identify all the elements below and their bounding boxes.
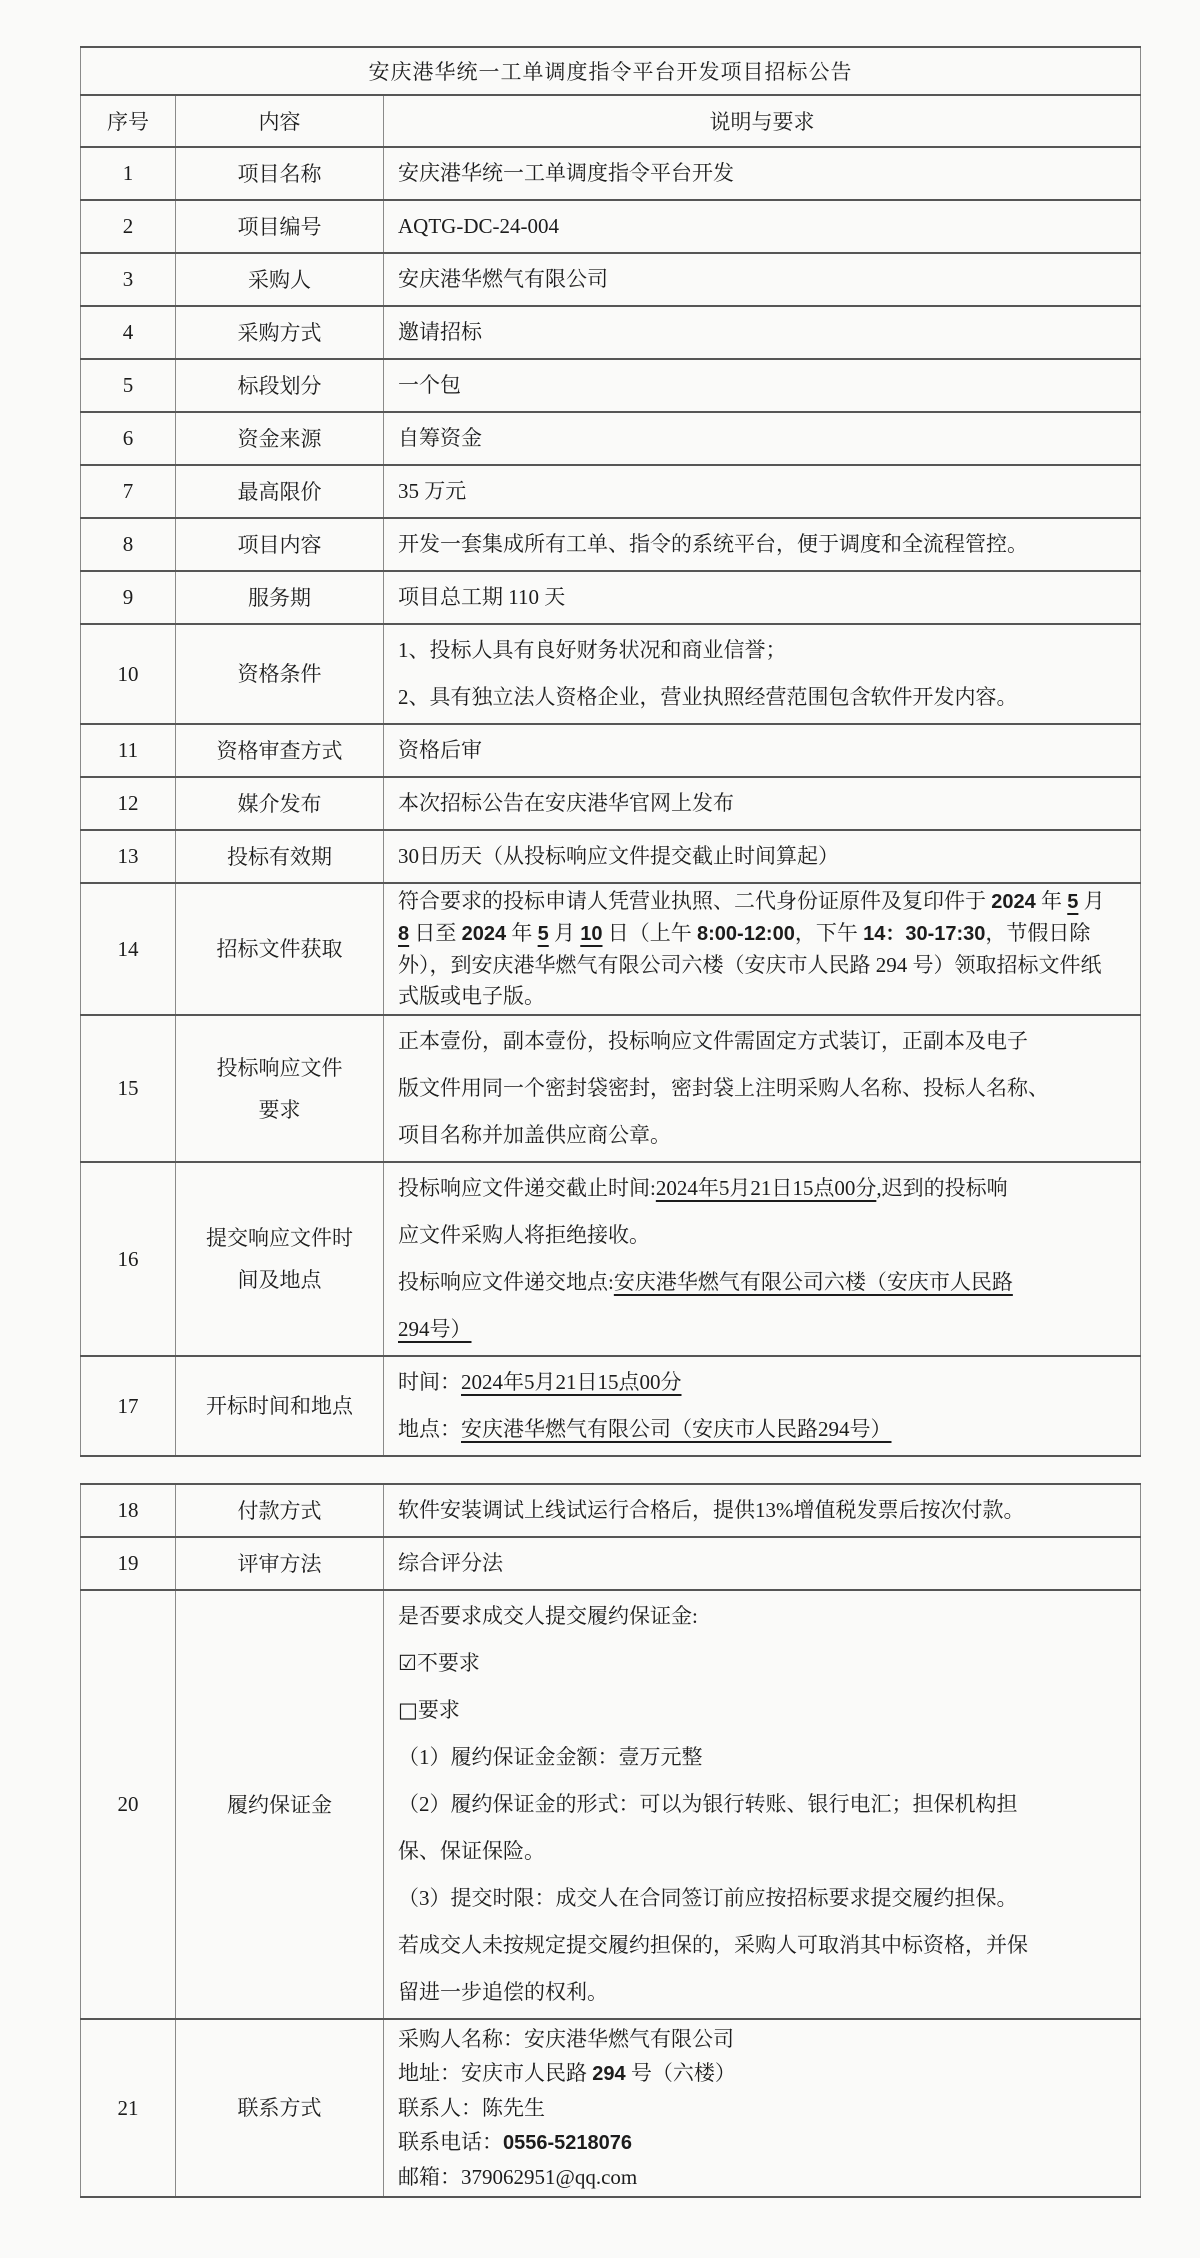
row-label [176,1015,384,1162]
row-description [384,1162,1141,1356]
row-label-line: 资格条件 [237,662,322,686]
underlined-text: 8 [398,923,410,945]
row-description [384,359,1141,412]
text-segment: 年 [506,921,538,945]
text-segment: （3）提交时限：成交人在合同签订前应按招标要求提交履约担保。 [398,1886,1018,1910]
row-number: 5 [81,359,176,412]
row-description [384,1356,1141,1456]
text-segment: 保、保证保险。 [398,1839,545,1863]
table-row [81,777,1141,830]
row-description [384,253,1141,306]
row-description [384,518,1141,571]
text-segment: 项目总工期 110 天 [398,585,566,609]
row-description [384,777,1141,830]
description-line [398,918,1128,950]
row-label-line: 履约保证金 [227,1792,332,1817]
row-label [176,777,384,830]
description-line [398,1259,1128,1306]
description-line [398,674,1128,721]
text-segment: 要求 [417,1698,460,1722]
row-label-line: 提交响应文件时 [206,1226,353,1250]
table-row [81,1015,1141,1162]
unchecked-checkbox-icon: □ [398,1698,418,1722]
underlined-text: 安庆港华燃气有限公司六楼（安庆市人民路 [613,1270,1013,1294]
underlined-text: 5 [1067,891,1079,913]
table-row [81,412,1141,465]
text-segment: 联系人：陈先生 [398,2096,545,2120]
row-number: 15 [81,1015,176,1162]
table-row [81,465,1141,518]
text-segment: 资格后审 [398,738,482,762]
row-label [176,147,384,200]
column-header-content: 内容 [176,95,384,147]
text-segment: 软件安装调试上线试运行合格后，提供13%增值税发票后按次付款。 [398,1498,1025,1522]
text-segment: 2、具有独立法人资格企业，营业执照经营范围包含软件开发内容。 [398,685,1018,709]
description-line [398,309,1128,356]
row-number: 18 [81,1484,176,1537]
description-line [398,468,1128,515]
row-number: 1 [81,147,176,200]
text-segment: （2）履约保证金的形式：可以为银行转账、银行电汇；担保机构担 [398,1792,1018,1816]
text-segment: 综合评分法 [398,1551,503,1575]
row-number: 13 [81,830,176,883]
description-line [398,886,1128,918]
row-label-line: 服务期 [248,585,311,610]
row-description [384,1590,1141,2019]
text-segment: 联系电话： [398,2130,503,2154]
text-segment: 应文件采购人将拒绝接收。 [398,1223,650,1247]
row-number: 8 [81,518,176,571]
row-description [384,830,1141,883]
column-header-no: 序号 [81,95,176,147]
row-label [176,1537,384,1590]
description-line [398,950,1128,981]
row-number: 7 [81,465,176,518]
text-segment: 号（六楼） [625,2061,736,2085]
text-segment: 正本壹份，副本壹份，投标响应文件需固定方式装订，正副本及电子 [398,1029,1028,1053]
row-label-line: 项目名称 [237,161,322,186]
row-label-line: 间及地点 [237,1268,322,1292]
text-segment: 邀请招标 [398,320,482,344]
description-line [398,1734,1128,1781]
row-description [384,412,1141,465]
row-description [384,571,1141,624]
row-label-line: 付款方式 [237,1498,322,1523]
bold-number: 294 [592,2063,626,2085]
row-label [176,2019,384,2197]
underlined-text: 安庆港华燃气有限公司（安庆市人民路294号） [461,1417,892,1441]
text-segment: 日（上午 [602,921,697,945]
row-label-line: 媒介发布 [237,791,322,816]
description-line [398,150,1128,197]
description-line [398,2022,1128,2056]
text-segment: 版文件用同一个密封袋密封，密封袋上注明采购人名称、投标人名称、 [398,1076,1049,1100]
row-number: 14 [81,883,176,1015]
row-label-line: 要求 [258,1097,301,1122]
table-row [81,1484,1141,1537]
description-line [398,2056,1128,2091]
description-line [398,780,1128,827]
text-segment: 外），到安庆港华燃气有限公司六楼（安庆市人民路 294 号）领取招标文件纸 [398,953,1102,977]
table-header-row [81,95,1141,147]
text-segment: 开发一套集成所有工单、指令的系统平台，便于调度和全流程管控。 [398,532,1028,556]
row-label-line: 项目编号 [237,214,322,239]
text-segment: 投标响应文件递交地点: [398,1270,614,1294]
text-segment: 1、投标人具有良好财务状况和商业信誉； [398,638,787,662]
row-label-line: 项目内容 [237,532,322,557]
row-number: 9 [81,571,176,624]
row-label [176,1356,384,1456]
row-number: 16 [81,1162,176,1356]
row-number: 10 [81,624,176,724]
description-line [398,1487,1128,1534]
text-segment: AQTG-DC-24-004 [398,214,559,238]
description-line [398,2091,1128,2125]
row-label [176,518,384,571]
row-label-line: 采购人 [248,267,311,292]
table-row [81,830,1141,883]
description-line [398,256,1128,303]
row-label-line: 采购方式 [237,320,322,345]
checked-checkbox-icon: ☑ [398,1651,417,1675]
text-segment: 年 [1035,889,1068,913]
text-segment: （1）履约保证金金额：壹万元整 [398,1745,703,1769]
description-line [398,1306,1128,1353]
row-label [176,1484,384,1537]
row-label [176,724,384,777]
description-line [398,574,1128,621]
description-line [398,203,1128,250]
text-segment: 地点： [398,1417,461,1441]
row-label-line: 招标文件获取 [216,937,343,961]
description-line [398,1018,1128,1065]
bold-number: 2024 [991,891,1036,913]
underlined-text: 5 [537,923,549,945]
description-line [398,1212,1128,1259]
row-description [384,624,1141,724]
text-segment: 不要求 [416,1651,480,1675]
row-label-line: 最高限价 [237,479,322,504]
description-line [398,362,1128,409]
row-label-line: 联系方式 [237,2096,322,2120]
row-number: 12 [81,777,176,830]
tender-table-continued [80,1483,1141,2198]
table-row [81,724,1141,777]
text-segment: 留进一步追偿的权利。 [398,1980,608,2004]
text-segment: 月 [1078,889,1105,913]
table-row [81,883,1141,1015]
description-line [398,1165,1128,1212]
tender-table-main [80,46,1141,1457]
underlined-text: 2024年5月21日15点00分 [655,1176,877,1200]
description-line [398,2160,1128,2194]
table-row [81,571,1141,624]
description-line [398,627,1128,674]
row-description [384,200,1141,253]
description-line [398,1828,1128,1875]
description-line [398,727,1128,774]
text-segment: 30日历天（从投标响应文件提交截止时间算起） [398,844,839,868]
row-number: 4 [81,306,176,359]
bold-number: 2024 [461,923,507,945]
description-line [398,1406,1128,1453]
row-number: 2 [81,200,176,253]
row-number: 11 [81,724,176,777]
row-label-line: 开标时间和地点 [206,1394,353,1418]
row-description [384,2019,1141,2197]
row-label-line: 投标有效期 [227,844,332,869]
description-line [398,521,1128,568]
description-line [398,1875,1128,1922]
table-row [81,1537,1141,1590]
description-line [398,1112,1128,1159]
table-row [81,624,1141,724]
bold-number: 8:00-12:00 [697,923,795,945]
description-line [398,1922,1128,1969]
description-line [398,1781,1128,1828]
description-line [398,1969,1128,2016]
row-label [176,412,384,465]
text-segment: 自筹资金 [398,426,482,450]
table-row [81,306,1141,359]
text-segment: 式版或电子版。 [398,984,545,1008]
row-number: 17 [81,1356,176,1456]
row-number: 20 [81,1590,176,2019]
text-segment: ,迟到的投标响 [876,1176,1008,1200]
text-segment: 安庆港华统一工单调度指令平台开发 [398,161,734,185]
description-line [398,1593,1128,1640]
text-segment: 采购人名称：安庆港华燃气有限公司 [398,2027,734,2051]
row-description [384,724,1141,777]
description-line [398,1687,1128,1734]
row-number: 3 [81,253,176,306]
text-segment: 地址：安庆市人民路 [398,2061,593,2085]
table-row [81,200,1141,253]
text-segment: 是否要求成交人提交履约保证金: [398,1604,698,1628]
table-row [81,147,1141,200]
row-label-line: 评审方法 [237,1551,322,1576]
document-title: 安庆港华统一工单调度指令平台开发项目招标公告 [81,47,1141,95]
table-row [81,1590,1141,2019]
row-description [384,1015,1141,1162]
table-row [81,518,1141,571]
row-label [176,465,384,518]
text-segment: ，节假日除 [985,921,1091,945]
row-label [176,306,384,359]
bold-number: 0556-5218076 [503,2132,633,2154]
row-label [176,1590,384,2019]
text-segment: 时间： [398,1370,461,1394]
underlined-text: 10 [580,923,603,945]
row-description [384,306,1141,359]
description-line [398,1540,1128,1587]
table-row [81,1356,1141,1456]
row-label-line: 资金来源 [237,426,322,451]
row-description [384,147,1141,200]
table-row [81,2019,1141,2197]
row-label [176,624,384,724]
underlined-text: 294号） [398,1317,472,1341]
tender-announcement-document [80,46,1140,2198]
text-segment: 本次招标公告在安庆港华官网上发布 [398,791,734,815]
row-label-line: 资格审查方式 [216,738,343,763]
text-segment: 符合要求的投标申请人凭营业执照、二代身份证原件及复印件于 [398,889,992,913]
description-line [398,2125,1128,2160]
table-row [81,253,1141,306]
description-line [398,833,1128,880]
underlined-text: 2024年5月21日15点00分 [461,1370,682,1394]
text-segment: 安庆港华燃气有限公司 [398,267,608,291]
description-line [398,415,1128,462]
row-description [384,883,1141,1015]
table-row [81,359,1141,412]
row-label-line: 标段划分 [237,373,322,398]
bold-number: 14：30-17:30 [863,923,986,945]
row-label [176,359,384,412]
text-segment: 投标响应文件递交截止时间: [398,1176,656,1200]
text-segment: 日至 [409,921,462,945]
row-label [176,830,384,883]
row-number: 6 [81,412,176,465]
row-label [176,571,384,624]
description-line [398,981,1128,1012]
text-segment: 一个包 [398,373,461,397]
table-row [81,1162,1141,1356]
text-segment: 邮箱：379062951@qq.com [398,2165,638,2189]
column-header-description: 说明与要求 [384,95,1141,147]
row-description [384,1537,1141,1590]
row-description [384,465,1141,518]
text-segment: 35 万元 [398,479,467,503]
row-label [176,1162,384,1356]
row-number: 19 [81,1537,176,1590]
row-label-line: 投标响应文件 [216,1055,343,1080]
description-line [398,1640,1128,1687]
description-line [398,1359,1128,1406]
row-description [384,1484,1141,1537]
row-label [176,200,384,253]
text-segment: ，下午 [794,921,864,945]
text-segment: 项目名称并加盖供应商公章。 [398,1123,671,1147]
description-line [398,1065,1128,1112]
text-segment: 若成交人未按规定提交履约担保的，采购人可取消其中标资格，并保 [398,1933,1028,1957]
row-label [176,253,384,306]
text-segment: 月 [548,921,581,945]
row-number: 21 [81,2019,176,2197]
row-label [176,883,384,1015]
